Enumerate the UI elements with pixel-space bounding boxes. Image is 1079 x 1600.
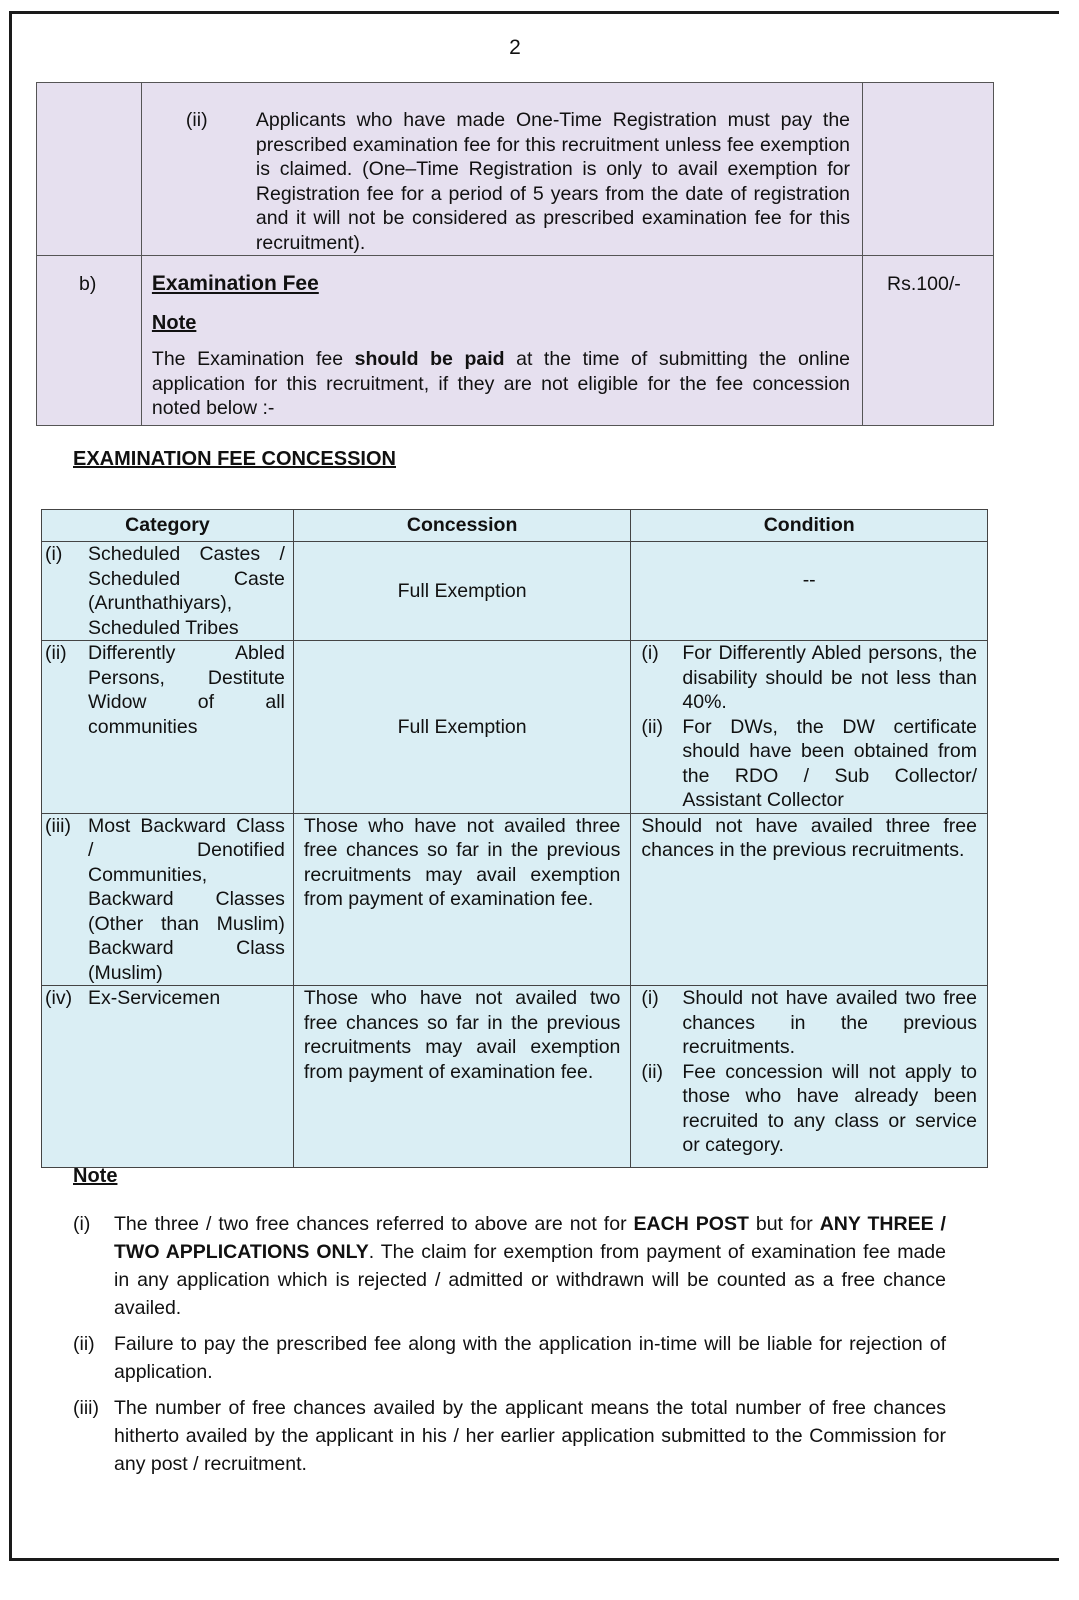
note-item: (iii) The number of free chances availed by the applicant means the total number of free chances hitherto availed by the applicant in his / her earlier application submitted to the Commission for any post / recruitment. bbox=[73, 1397, 946, 1475]
condition-cell: Should not have availed three free chances in the previous recruitments. bbox=[631, 813, 988, 986]
fee-amount: Rs.100/- bbox=[863, 256, 994, 426]
examination-fee-heading: Examination Fee bbox=[151, 272, 319, 295]
notes-list bbox=[73, 1210, 946, 1486]
row-label: b) bbox=[37, 256, 142, 426]
category-cell: (ii) Differently Abled Persons, Destitute Widow of all communities bbox=[45, 642, 285, 738]
category-cell: (iii) Most Backward Class / Denotified Communities, Backward Classes (Other than Muslim) Backward Class (Muslim) bbox=[45, 814, 285, 984]
fee-row-b bbox=[37, 256, 994, 426]
category-cell: (iv) Ex-Servicemen bbox=[45, 987, 221, 1009]
page-number: 2 bbox=[509, 36, 521, 59]
note-heading: Note bbox=[151, 311, 197, 334]
concession-cell: Those who have not availed three free chances so far in the previous recruitments may avail exemption from payment of examination fee. bbox=[293, 813, 631, 986]
header-condition: Condition bbox=[631, 510, 988, 542]
clause-text: Applicants who have made One-Time Registration must pay the prescribed examination fee for this recruitment unless fee exemption is claimed. (One–Time Registration is only to avail exemption for Registration fee for a period of 5 years from the date of registration and it will not be considered as prescribed examination fee for this recruitment). bbox=[255, 109, 851, 254]
condition-item: (i) Should not have availed two free chances in the previous recruitments. bbox=[641, 987, 977, 1058]
condition-cell bbox=[631, 641, 988, 814]
table-row bbox=[42, 813, 988, 986]
registration-clause bbox=[186, 108, 850, 255]
condition-cell: -- bbox=[631, 542, 988, 641]
header-concession: Concession bbox=[293, 510, 631, 542]
condition-item: (ii) Fee concession will not apply to those who have already been recruited to any class or service or category. bbox=[641, 1060, 977, 1156]
table-row bbox=[42, 542, 988, 641]
fee-note-text: The Examination fee should be paid at the time of submitting the online application for this recruitment, if they are not eligible for the fee concession noted below :- bbox=[151, 348, 851, 419]
condition-item: (ii) For DWs, the DW certificate should have been obtained from the RDO / Sub Collector/ Assistant Collector bbox=[641, 715, 977, 811]
table-row bbox=[42, 641, 988, 814]
fee-table bbox=[36, 82, 994, 426]
concession-cell: Full Exemption bbox=[293, 641, 631, 814]
concession-table bbox=[41, 509, 988, 1168]
category-cell: (i) Scheduled Castes / Scheduled Caste (Arunthathiyars), Scheduled Tribes bbox=[45, 543, 285, 639]
clause-number: (ii) bbox=[185, 109, 208, 131]
concession-cell: Full Exemption bbox=[293, 542, 631, 641]
table-row bbox=[42, 986, 988, 1168]
notes-title: Note bbox=[73, 1165, 118, 1187]
header-category: Category bbox=[42, 510, 294, 542]
concession-cell: Those who have not availed two free chances so far in the previous recruitments may avail exemption from payment of examination fee. bbox=[293, 986, 631, 1168]
condition-item: (i) For Differently Abled persons, the disability should be not less than 40%. bbox=[641, 642, 977, 713]
condition-cell bbox=[631, 986, 988, 1168]
section-title: EXAMINATION FEE CONCESSION bbox=[73, 448, 396, 470]
note-item: (ii) Failure to pay the prescribed fee along with the application in-time will be liable for rejection of application. bbox=[73, 1333, 946, 1383]
fee-row-ii bbox=[37, 83, 994, 256]
table-header-row bbox=[42, 510, 988, 542]
note-item: (i) The three / two free chances referred to above are not for EACH POST but for ANY THREE / TWO APPLICATIONS ONLY. The claim for exemption from payment of examination fee made in any application which is rejected / admitted or withdrawn will be counted as a free chance availed. bbox=[73, 1213, 946, 1319]
